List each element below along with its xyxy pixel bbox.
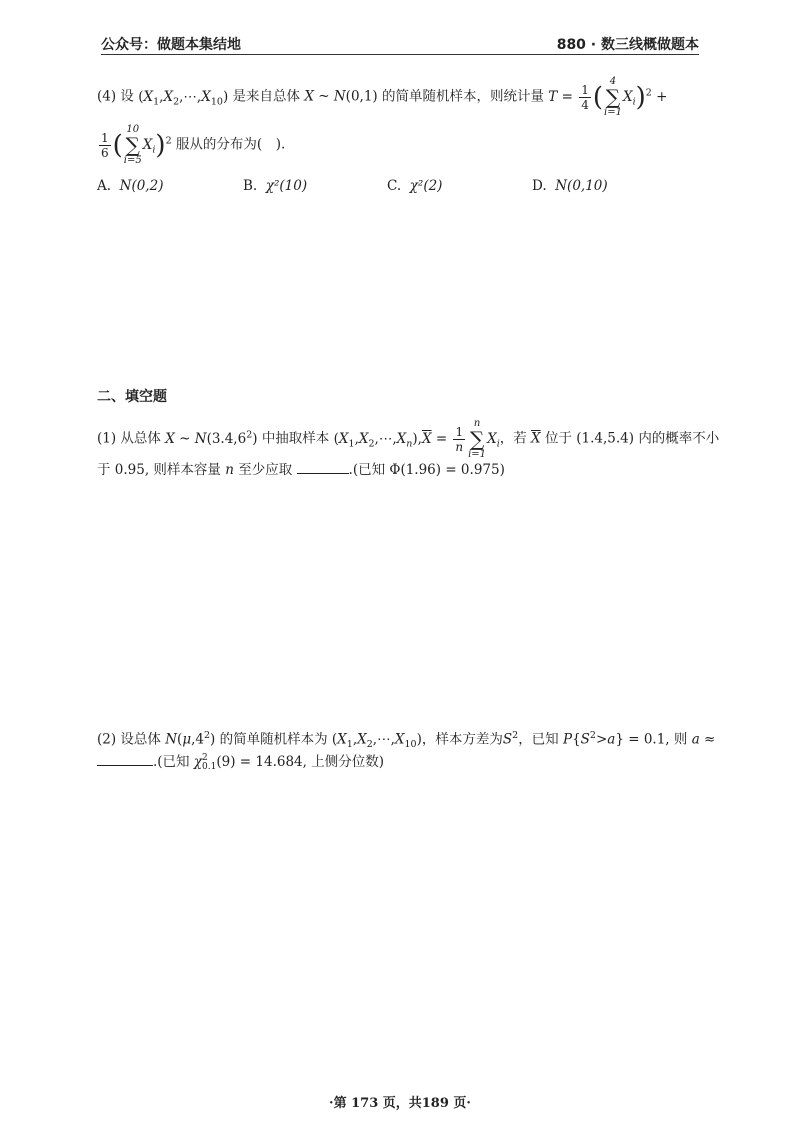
question-4-text2: 是来自总体 [232, 88, 301, 105]
question-4-number: (4) [97, 88, 117, 105]
option-a[interactable]: A. N(0,2) [97, 178, 164, 194]
option-b[interactable]: B. χ²(10) [243, 178, 308, 194]
option-d-value: N(0,10) [555, 178, 608, 194]
fill-2-line1: (2) 设总体 $N(\mu,4^2)$ 的简单随机样本为 $(X_1,X_2,\cdots,X_{10})$，样本方差为$S^2$，已知 $P\{S^2>a\} = 0.1$, 则 a ≈ [97, 730, 716, 751]
fill-1-number: (1) [97, 430, 117, 447]
option-c-value: χ²(2) [409, 178, 443, 194]
fill-1-line2: 于 0.95, 则样本容量 n 至少应取 .(已知 Φ(1.96) = 0.975) [97, 462, 505, 478]
page-footer: ·第 173 页，共189 页· [329, 1096, 471, 1111]
sample-notation: $(X_1,X_2,\cdots,X_{10})$ [138, 88, 229, 108]
statistic-formula-part2: $\frac{1}{6}$ ( 10 ∑ i=5 $X_i)^2$ [101, 124, 172, 166]
population-notation: X ~ N(0,1) [304, 88, 378, 105]
options-row [97, 178, 717, 200]
population-notation-2: X ~ N(3.4,6$^2$) [165, 429, 258, 447]
question-4-text1: 设 [120, 88, 134, 105]
option-c[interactable]: C. χ²(2) [387, 178, 443, 194]
question-4-line2 [97, 124, 285, 166]
header-left-text: 公众号：做题本集结地 [101, 37, 241, 53]
answer-blank-1[interactable] [297, 461, 349, 474]
statistic-formula-part1: T = $\frac{1}{4}$ ( 4 ∑ i=1 $X_i)^2$ + [548, 76, 668, 118]
answer-blank-2[interactable] [97, 753, 153, 766]
option-d[interactable]: D. N(0,10) [532, 178, 608, 194]
option-a-value: N(0,2) [119, 178, 164, 194]
question-4-line1 [97, 76, 667, 118]
question-4-text3: 的简单随机样本，则统计量 [381, 88, 544, 105]
fill-1-line1: (1) 从总体 X ~ N(3.4,6$^2$) 中抽取样本 $(X_1,X_2,\cdots,X_n),\overline{X}$ = $\frac{1}{n}$ n ∑ i=1 $X_i$，若 $\overline{X}$ 位于 (1.4,5.4) 内的概率不小 [97, 418, 720, 460]
option-b-value: χ²(10) [265, 178, 308, 194]
header-right-text: 880 · 数三线概做题本 [556, 37, 699, 53]
page-header [101, 30, 699, 55]
section-title: 二、填空题 [97, 389, 167, 405]
fill-2-line2: .(已知 χ 2 0.1 (9) = 14.684, 上侧分位数) [97, 752, 384, 772]
fill-2-number: (2) [97, 731, 117, 748]
sample-notation-2: $(X_1,X_2,\cdots,X_n),\overline{X}$ = $\frac{1}{n}$ n ∑ i=1 $X_i$ [333, 418, 500, 460]
question-4-text4: 服从的分布为( ). [175, 136, 286, 153]
